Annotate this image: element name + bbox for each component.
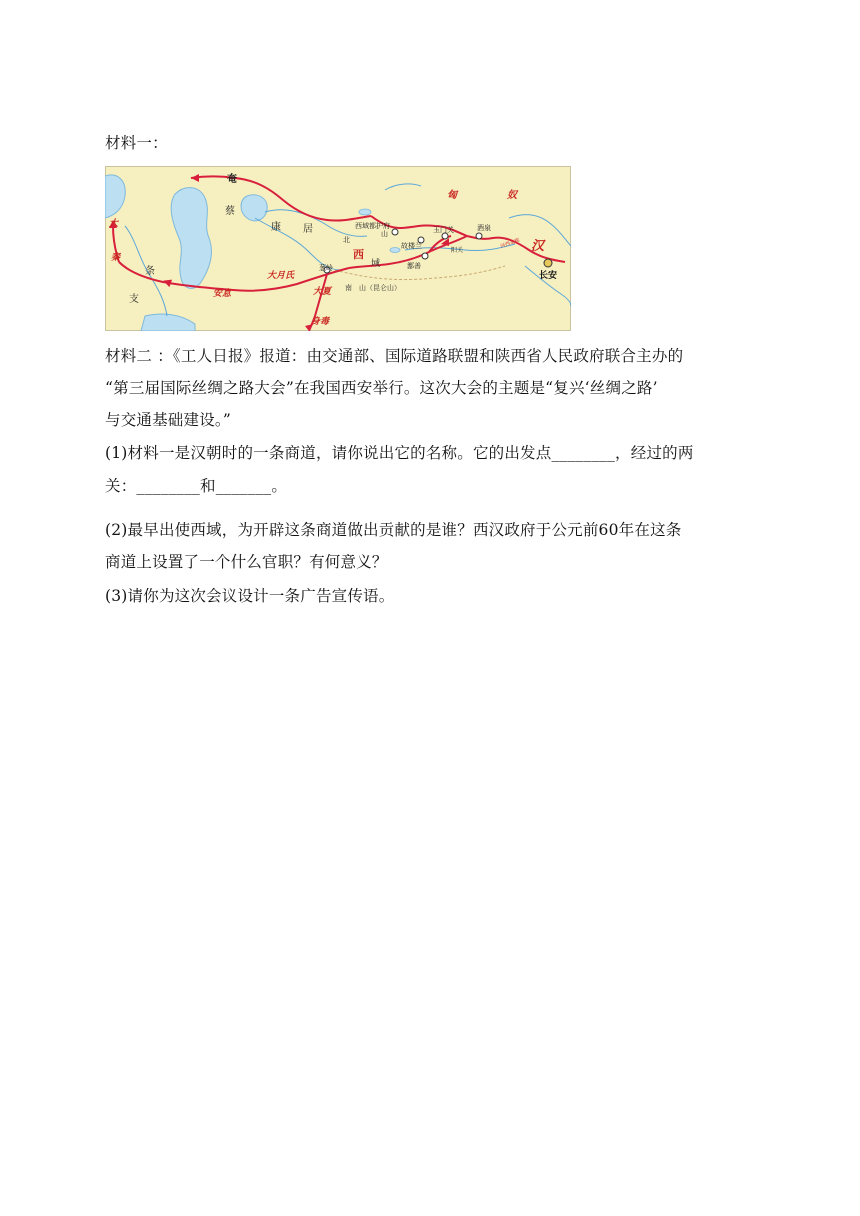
label-jiuquan: 酒泉 — [477, 224, 491, 232]
label-yan: 奄 — [227, 174, 237, 185]
question1-line1: (1)材料一是汉朝时的一条商道，请你说出它的名称。它的出发点________，经过的两 — [105, 444, 694, 462]
marker-shanshan — [422, 253, 428, 259]
label-daxia: 大夏 — [313, 287, 332, 297]
label-nanshan: 南 山（昆仑山） — [345, 284, 401, 292]
label-tiaozhi-1: 条 — [145, 266, 155, 277]
marker-duhufu — [392, 229, 398, 235]
lake-balkhash — [359, 209, 371, 215]
marker-changan — [544, 259, 552, 267]
label-daqin-2: 秦 — [111, 253, 121, 263]
label-bei: 北 — [343, 236, 350, 244]
label-yangguan: 阳关 — [451, 247, 464, 254]
label-xi: 西 — [353, 248, 364, 261]
label-xiongnu-2: 奴 — [507, 190, 517, 201]
label-loulan: 故楼兰 — [401, 242, 422, 250]
silk-road-map-svg — [105, 166, 571, 331]
lake-lopnur — [390, 248, 400, 253]
material2-line2: “第三届国际丝绸之路大会”在我国西安举行。这次大会的主题是“复兴‘丝绸之路’ — [105, 379, 658, 397]
label-shanshan: 鄯善 — [407, 262, 421, 270]
label-yumenguan: 玉门关 — [433, 226, 454, 234]
marker-jiuquan — [476, 233, 482, 239]
label-xiyu-duhufu: 西域都护府 — [355, 222, 390, 230]
label-ju: 居 — [303, 224, 313, 235]
question3: (3)请你为这次会议设计一条广告宣传语。 — [105, 587, 395, 605]
question2-line1: (2)最早出使西域，为开辟这条商道做出贡献的是谁？西汉政府于公元前60年在这条 — [105, 521, 682, 539]
label-han: 汉 — [531, 239, 545, 254]
question2-line2: 商道上设置了一个什么官职？有何意义？ — [105, 553, 388, 571]
label-congling: 葱岭 — [319, 264, 333, 272]
label-shan: 山 — [381, 230, 388, 238]
question1-line2: 关：________和_______。 — [105, 477, 288, 495]
label-yu: 域 — [371, 259, 381, 269]
label-changan: 长安 — [539, 271, 558, 281]
label-shendu: 身毒 — [311, 317, 330, 327]
material2-line1: 材料二 ：《工人日报》报道：由交通部、国际道路联盟和陕西省人民政府联合主办的 — [105, 347, 684, 365]
material1-label: 材料一： — [105, 134, 168, 152]
silk-road-map — [105, 166, 571, 331]
label-daqin-1: 大 — [109, 219, 119, 229]
material2-line3: 与交通基础建设。” — [105, 411, 231, 429]
label-kang: 康 — [271, 222, 281, 233]
label-tiaozhi-2: 支 — [129, 294, 139, 305]
label-dayuezhi: 大月氏 — [267, 271, 295, 281]
label-hexi: 河西走廊 — [499, 237, 521, 250]
label-xiongnu-1: 匈 — [447, 190, 457, 201]
label-anxi: 安息 — [213, 289, 232, 299]
label-cai: 蔡 — [225, 206, 235, 217]
